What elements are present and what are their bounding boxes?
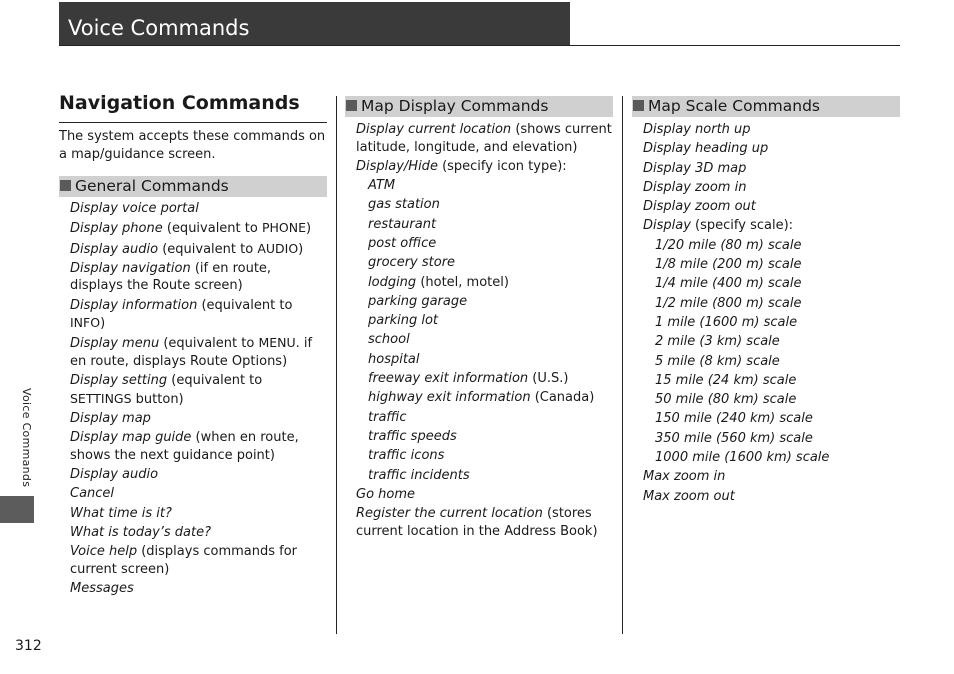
command-text: ATM: [368, 178, 396, 194]
command-text: traffic speeds: [368, 428, 457, 444]
command-text: school: [368, 332, 410, 348]
command-text: Display zoom in: [643, 179, 747, 195]
map-display-commands-list: [345, 121, 613, 540]
command-note: (shows current latitude, longitude, and elevation): [356, 122, 612, 155]
command-text: Display setting: [70, 373, 168, 389]
command-text: post office: [368, 235, 437, 251]
command-note: (hotel, motel): [416, 274, 509, 290]
command-text: lodging: [368, 274, 417, 290]
command-text: Max zoom in: [643, 469, 726, 485]
command-item: [70, 334, 327, 370]
command-note: button): [131, 391, 184, 407]
command-text: Display phone: [70, 221, 163, 237]
command-item: [356, 177, 613, 195]
command-text: Display navigation: [70, 260, 191, 276]
heading-label: Map Scale Commands: [648, 97, 821, 115]
command-text: Register the current location: [356, 506, 543, 522]
command-item: [70, 543, 327, 578]
command-note: (equivalent to: [162, 221, 262, 237]
command-item: [70, 260, 327, 295]
general-commands-heading: [59, 176, 327, 197]
command-text: traffic icons: [368, 448, 445, 464]
command-text: What is today’s date?: [70, 525, 212, 541]
page-number: 312: [15, 638, 42, 654]
button-name: MENU: [258, 335, 296, 351]
command-note: (U.S.): [528, 371, 569, 387]
command-note: (equivalent to: [197, 297, 293, 313]
command-item: [643, 256, 900, 274]
command-text: Display audio: [70, 467, 159, 483]
command-item: [356, 389, 613, 407]
general-commands-list: [59, 200, 327, 598]
command-text: Display heading up: [643, 141, 769, 157]
command-item: [643, 488, 900, 506]
command-text: 15 mile (24 km) scale: [655, 372, 797, 388]
square-bullet-icon: [60, 180, 71, 191]
command-text: Display north up: [643, 122, 751, 137]
command-item: [70, 297, 327, 333]
header-rule: [59, 45, 900, 46]
section-title-rule: [59, 122, 327, 123]
command-text: 1/4 mile (400 m) scale: [655, 276, 802, 292]
command-item: [643, 198, 900, 216]
command-text: parking lot: [368, 313, 438, 329]
command-text: Display map guide: [70, 430, 192, 446]
command-text: 50 mile (80 km) scale: [655, 392, 797, 408]
command-item: [356, 467, 613, 485]
command-text: 1/8 mile (200 m) scale: [655, 257, 802, 273]
map-scale-commands-heading: [632, 96, 900, 117]
command-note: (when en route, shows the next guidance point): [70, 430, 299, 463]
command-text: Display information: [70, 297, 198, 313]
command-text: parking garage: [368, 293, 468, 309]
command-item: [643, 121, 900, 139]
command-text: Display current location: [356, 122, 512, 137]
command-item: [356, 235, 613, 253]
command-text: 2 mile (3 km) scale: [655, 334, 780, 350]
command-note: ): [298, 241, 304, 257]
command-item: [70, 505, 327, 523]
command-text: Go home: [356, 486, 416, 502]
command-text: 1/2 mile (800 m) scale: [655, 295, 802, 311]
command-item: [70, 580, 327, 598]
square-bullet-icon: [633, 100, 644, 111]
command-note: (equivalent to: [158, 241, 258, 257]
command-item: [356, 158, 613, 176]
command-text: Cancel: [70, 486, 115, 502]
intro-text: The system accepts these commands on a map/guidance screen.: [59, 129, 326, 162]
command-item: [356, 486, 613, 504]
command-item: [356, 121, 613, 156]
command-item: [643, 468, 900, 486]
command-item: [70, 219, 327, 238]
command-item: [70, 410, 327, 428]
command-text: highway exit information: [368, 390, 531, 406]
command-item: [70, 524, 327, 542]
command-item: [643, 237, 900, 255]
command-note: ): [100, 316, 106, 332]
page-header: [59, 2, 570, 46]
map-scale-commands-list: [632, 121, 900, 505]
command-item: [643, 179, 900, 197]
button-name: AUDIO: [257, 240, 299, 256]
command-note: . if en route, displays Route Options): [70, 336, 313, 369]
command-text: 350 mile (560 km) scale: [655, 430, 813, 446]
command-item: [70, 466, 327, 484]
command-item: [643, 314, 900, 332]
command-note: (specify scale):: [690, 218, 794, 234]
section-title: Navigation Commands: [59, 92, 300, 114]
command-item: [643, 333, 900, 351]
command-note: (equivalent to: [167, 373, 263, 389]
column-1: [59, 91, 327, 599]
command-text: hospital: [368, 351, 420, 367]
command-text: 1 mile (1600 m) scale: [655, 314, 798, 330]
command-item: [643, 372, 900, 390]
command-text: Display menu: [70, 336, 160, 352]
command-item: [356, 274, 613, 292]
button-name: INFO: [70, 315, 101, 331]
command-note: (equivalent to: [159, 336, 259, 352]
command-item: [356, 351, 613, 369]
command-text: Voice help: [70, 544, 138, 560]
command-item: [356, 196, 613, 214]
command-text: 1/20 mile (80 m) scale: [655, 237, 802, 253]
command-text: Display/Hide: [356, 158, 438, 174]
command-note: (Canada): [530, 390, 595, 406]
command-text: Display: [643, 218, 691, 234]
command-item: [356, 428, 613, 446]
command-note: ): [306, 221, 312, 237]
command-item: [356, 254, 613, 272]
command-item: [356, 216, 613, 234]
command-text: Display voice portal: [70, 201, 199, 216]
command-text: traffic: [368, 409, 407, 425]
command-text: Display 3D map: [643, 160, 747, 176]
command-item: [643, 449, 900, 467]
command-item: [643, 410, 900, 428]
command-item: [70, 372, 327, 408]
button-name: SETTINGS: [70, 390, 132, 406]
column-2: [345, 96, 613, 542]
command-text: Messages: [70, 581, 134, 597]
command-item: [356, 312, 613, 330]
command-item: [643, 295, 900, 313]
command-item: [70, 429, 327, 464]
command-text: restaurant: [368, 216, 437, 232]
command-text: What time is it?: [70, 505, 172, 521]
command-text: Display zoom out: [643, 199, 756, 215]
command-item: [70, 240, 327, 259]
command-text: freeway exit information: [368, 371, 529, 387]
command-item: [643, 217, 900, 235]
command-item: [643, 140, 900, 158]
command-item: [356, 370, 613, 388]
column-divider-1: [336, 96, 337, 634]
column-3: [632, 96, 900, 507]
command-item: [643, 391, 900, 409]
command-note: (specify icon type):: [437, 158, 567, 174]
command-item: [356, 293, 613, 311]
column-divider-2: [622, 96, 623, 634]
command-note: (stores current location in the Address Book): [356, 506, 598, 539]
side-tab-label: Voice Commands: [20, 388, 33, 488]
command-item: [356, 331, 613, 349]
command-item: [643, 160, 900, 178]
command-note: (displays commands for current screen): [70, 544, 298, 577]
button-name: PHONE: [261, 220, 306, 236]
command-item: [70, 485, 327, 503]
command-item: [70, 200, 327, 218]
command-item: [643, 353, 900, 371]
command-text: Display audio: [70, 241, 159, 257]
command-text: 150 mile (240 km) scale: [655, 411, 813, 427]
command-item: [356, 447, 613, 465]
command-item: [356, 409, 613, 427]
heading-label: General Commands: [75, 177, 229, 195]
square-bullet-icon: [346, 100, 357, 111]
page-title: Voice Commands: [68, 16, 250, 40]
command-text: 5 mile (8 km) scale: [655, 353, 780, 369]
command-item: [643, 275, 900, 293]
command-note: (if en route, displays the Route screen): [70, 260, 272, 294]
command-text: Max zoom out: [643, 488, 735, 504]
command-text: Display map: [70, 411, 151, 427]
side-tab-marker: [0, 496, 34, 523]
command-text: grocery store: [368, 255, 456, 271]
command-text: gas station: [368, 197, 440, 213]
heading-label: Map Display Commands: [361, 97, 549, 115]
command-item: [356, 505, 613, 540]
command-text: 1000 mile (1600 km) scale: [655, 450, 830, 466]
command-item: [643, 430, 900, 448]
map-display-commands-heading: [345, 96, 613, 117]
command-text: traffic incidents: [368, 467, 470, 483]
